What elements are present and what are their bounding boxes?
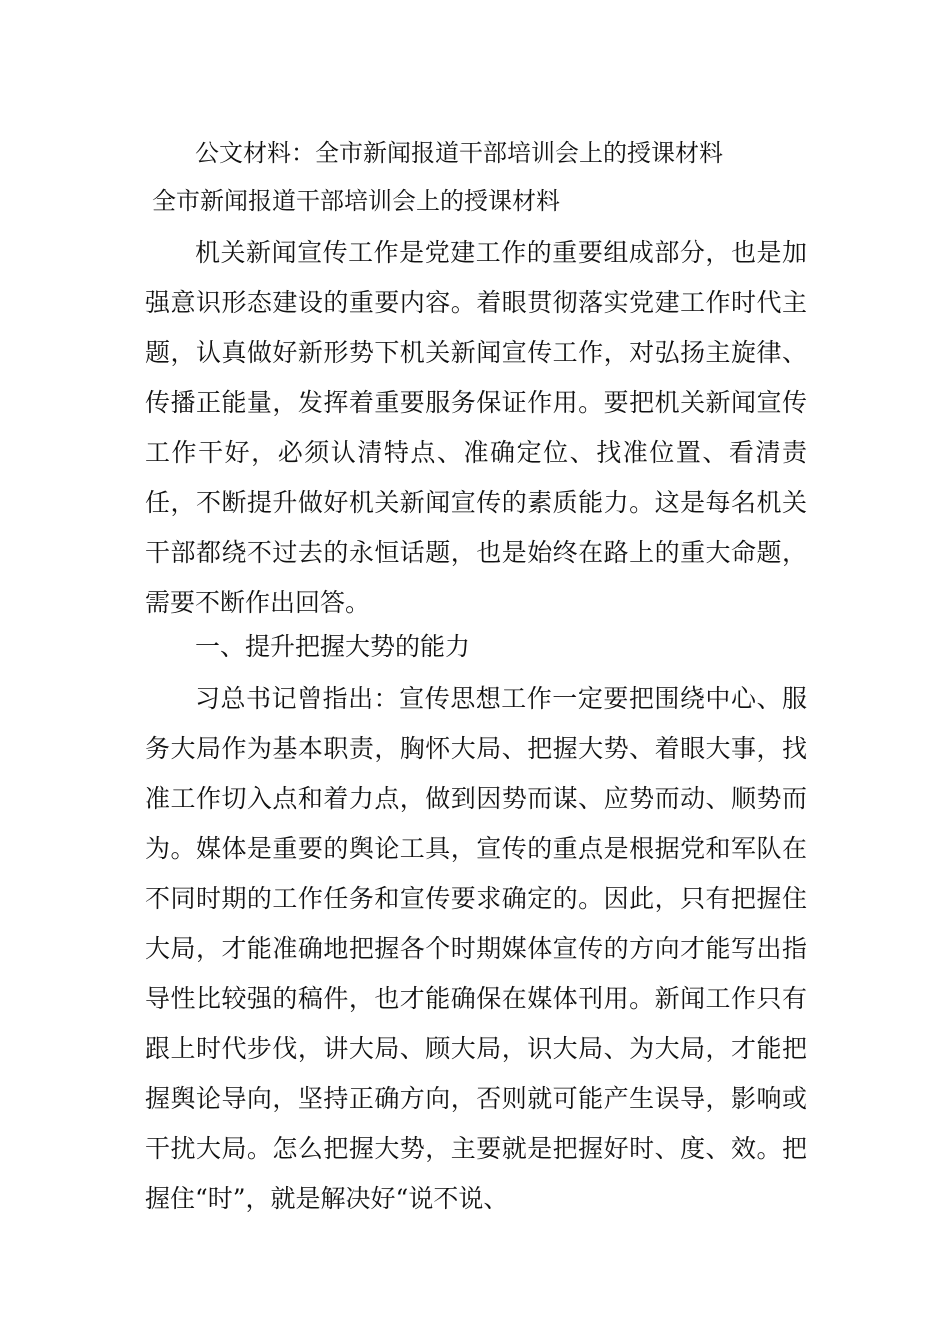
paragraph-section-1: 习总书记曾指出：宣传思想工作一定要把围绕中心、服务大局作为基本职责，胸怀大局、把握大势、着眼大事，找准工作切入点和着力点，做到因势而谋、应势而动、顺势而为。媒体是重要的舆论工具，宣传的重点是根据党和军队在不同时期的工作任务和宣传要求确定的。因此，只有把握住大局，才能准确地把握各个时期媒体宣传的方向才能写出指导性比较强的稿件，也才能确保在媒体刊用。新闻工作只有跟上时代步伐，讲大局、顾大局，识大局、为大局，才能把握舆论导向，坚持正确方向，否则就可能产生误导，影响或干扰大局。怎么把握大势，主要就是把握好时、度、效。把握住“时”，就是解决好“说不说、 xyxy=(145,684,807,1213)
document-subtitle: 全市新闻报道干部培训会上的授课材料 xyxy=(152,187,560,215)
paragraph-intro: 机关新闻宣传工作是党建工作的重要组成部分，也是加强意识形态建设的重要内容。着眼贯彻落实党建工作时代主题，认真做好新形势下机关新闻宣传工作，对弘扬主旋律、传播正能量，发挥着重要服务保证作用。要把机关新闻宣传工作干好，必须认清特点、准确定位、找准位置、看清责任，不断提升做好机关新闻宣传的素质能力。这是每名机关干部都绕不过去的永恒话题，也是始终在路上的重大命题，需要不断作出回答。 xyxy=(145,238,807,617)
document-title: 公文材料：全市新闻报道干部培训会上的授课材料 xyxy=(195,139,723,167)
section-heading-1: 一、提升把握大势的能力 xyxy=(195,632,471,661)
